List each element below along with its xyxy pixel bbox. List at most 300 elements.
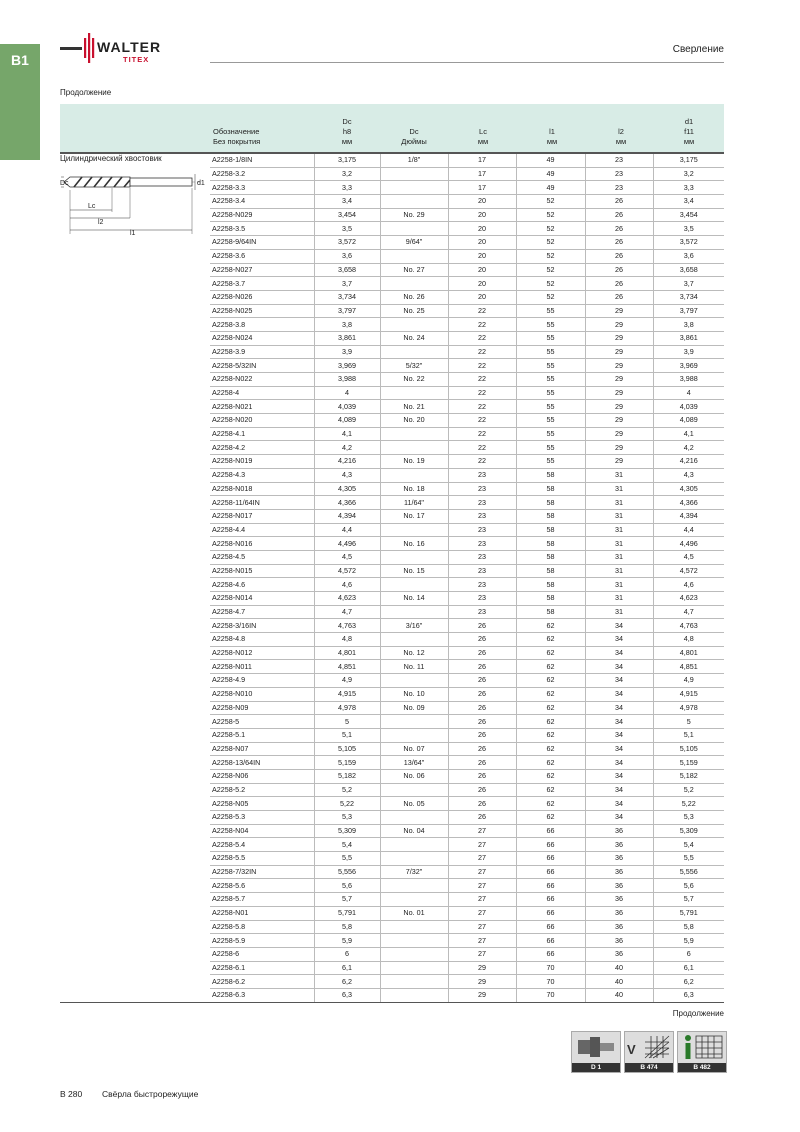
cell-lc: 20: [448, 249, 516, 263]
table-row: [210, 674, 724, 688]
cell-l2: 23: [585, 181, 653, 195]
cell-designation: A2258-N017: [210, 509, 314, 523]
cell-lc: 26: [448, 715, 516, 729]
table-row: [210, 687, 724, 701]
cell-d1: 5,309: [653, 824, 724, 838]
cell-dc-h8: 5,6: [314, 879, 380, 893]
cell-dc-inch: No. 04: [380, 824, 448, 838]
cell-designation: A2258-N024: [210, 331, 314, 345]
diagram-l1-label: l1: [130, 230, 136, 236]
cell-designation: A2258-4.6: [210, 578, 314, 592]
cell-l2: 26: [585, 208, 653, 222]
section-title: Сверление: [672, 44, 724, 55]
cell-l1: 55: [516, 345, 585, 359]
cell-dc-inch: [380, 674, 448, 688]
cell-designation: A2258-N015: [210, 564, 314, 578]
cell-lc: 23: [448, 564, 516, 578]
cell-l2: 36: [585, 906, 653, 920]
cell-l1: 49: [516, 154, 585, 167]
cell-l1: 55: [516, 455, 585, 469]
table-row: [210, 742, 724, 756]
cell-designation: A2258-N020: [210, 414, 314, 428]
table-row: [210, 455, 724, 469]
page-footer-title: Свёрла быстрорежущие: [102, 1089, 199, 1099]
cell-d1: 3,5: [653, 222, 724, 236]
cell-lc: 26: [448, 728, 516, 742]
cell-l1: 62: [516, 660, 585, 674]
cell-designation: A2258-3.4: [210, 195, 314, 209]
cell-dc-inch: [380, 811, 448, 825]
cell-dc-h8: 4,2: [314, 441, 380, 455]
cell-lc: 20: [448, 208, 516, 222]
cell-l1: 49: [516, 181, 585, 195]
cell-l1: 66: [516, 934, 585, 948]
table-row: [210, 879, 724, 893]
cell-l2: 36: [585, 879, 653, 893]
cell-dc-h8: 3,2: [314, 167, 380, 181]
table-row: [210, 769, 724, 783]
cell-dc-inch: No. 29: [380, 208, 448, 222]
cell-lc: 22: [448, 331, 516, 345]
cell-dc-inch: [380, 879, 448, 893]
cell-dc-inch: No. 07: [380, 742, 448, 756]
cell-l2: 34: [585, 660, 653, 674]
cell-d1: 3,3: [653, 181, 724, 195]
cell-dc-inch: [380, 195, 448, 209]
cell-lc: 22: [448, 427, 516, 441]
cell-l2: 26: [585, 290, 653, 304]
cell-l1: 66: [516, 838, 585, 852]
cell-designation: A2258-5.3: [210, 811, 314, 825]
table-row: [210, 852, 724, 866]
cell-l1: 66: [516, 824, 585, 838]
cell-l2: 23: [585, 167, 653, 181]
cell-l2: 31: [585, 592, 653, 606]
cell-l2: 31: [585, 468, 653, 482]
table-row: [210, 263, 724, 277]
cell-lc: 27: [448, 852, 516, 866]
cell-dc-inch: No. 10: [380, 687, 448, 701]
cell-designation: A2258-4.8: [210, 633, 314, 647]
chapter-tab: [0, 44, 40, 160]
cell-l2: 26: [585, 222, 653, 236]
cell-lc: 26: [448, 811, 516, 825]
table-row: [210, 660, 724, 674]
table-row: [210, 468, 724, 482]
cell-l1: 62: [516, 728, 585, 742]
cell-d1: 4,305: [653, 482, 724, 496]
cell-dc-h8: 4,9: [314, 674, 380, 688]
cell-lc: 17: [448, 167, 516, 181]
cell-dc-h8: 4,366: [314, 496, 380, 510]
chuck-icon: [572, 1032, 620, 1063]
cell-lc: 29: [448, 961, 516, 975]
cell-lc: 27: [448, 906, 516, 920]
cell-designation: A2258-5/32IN: [210, 359, 314, 373]
cell-d1: 5,4: [653, 838, 724, 852]
col-header-dc-inch: Dc Дюймы: [401, 127, 427, 146]
cell-dc-inch: No. 17: [380, 509, 448, 523]
cell-dc-h8: 4,305: [314, 482, 380, 496]
cell-dc-inch: [380, 318, 448, 332]
cell-l2: 31: [585, 509, 653, 523]
cell-designation: A2258-4.3: [210, 468, 314, 482]
continuation-bottom: Продолжение: [672, 1009, 724, 1018]
cell-l2: 29: [585, 318, 653, 332]
cell-dc-h8: 3,797: [314, 304, 380, 318]
cell-l1: 66: [516, 920, 585, 934]
cell-d1: 5,6: [653, 879, 724, 893]
cell-dc-h8: 3,8: [314, 318, 380, 332]
cell-dc-h8: 5,3: [314, 811, 380, 825]
cell-l1: 58: [516, 482, 585, 496]
cell-dc-h8: 4,915: [314, 687, 380, 701]
cell-dc-inch: No. 12: [380, 646, 448, 660]
cell-d1: 3,2: [653, 167, 724, 181]
cell-dc-h8: 3,572: [314, 236, 380, 250]
cell-dc-inch: [380, 633, 448, 647]
cell-lc: 20: [448, 236, 516, 250]
cell-dc-inch: [380, 947, 448, 961]
cell-lc: 22: [448, 455, 516, 469]
cell-d1: 3,861: [653, 331, 724, 345]
cell-lc: 26: [448, 619, 516, 633]
diagram-d1-label: d1: [197, 180, 205, 187]
svg-text:V: V: [627, 1042, 636, 1057]
chapter-tab-label: B1: [11, 52, 29, 68]
cell-d1: 4,851: [653, 660, 724, 674]
cell-l2: 23: [585, 154, 653, 167]
cell-dc-h8: 3,658: [314, 263, 380, 277]
cell-dc-h8: 4,1: [314, 427, 380, 441]
cell-l1: 55: [516, 386, 585, 400]
cell-l2: 40: [585, 975, 653, 989]
cell-l2: 34: [585, 769, 653, 783]
cell-dc-inch: [380, 852, 448, 866]
table-row: [210, 441, 724, 455]
cell-lc: 27: [448, 920, 516, 934]
cell-l1: 49: [516, 167, 585, 181]
cell-dc-inch: [380, 222, 448, 236]
cell-designation: A2258-N05: [210, 797, 314, 811]
cell-l1: 58: [516, 496, 585, 510]
cell-d1: 4,3: [653, 468, 724, 482]
cell-designation: A2258-5.1: [210, 728, 314, 742]
cell-lc: 22: [448, 373, 516, 387]
cell-designation: A2258-N021: [210, 400, 314, 414]
cell-designation: A2258-N09: [210, 701, 314, 715]
shank-type-label: Цилиндрический хвостовик: [60, 154, 162, 163]
cell-lc: 23: [448, 482, 516, 496]
cell-l1: 62: [516, 646, 585, 660]
cell-designation: A2258-6: [210, 947, 314, 961]
cell-dc-inch: No. 20: [380, 414, 448, 428]
cell-l1: 58: [516, 468, 585, 482]
cell-designation: A2258-4.4: [210, 523, 314, 537]
cell-dc-h8: 3,9: [314, 345, 380, 359]
cell-l2: 29: [585, 400, 653, 414]
cell-l2: 26: [585, 277, 653, 291]
cell-designation: A2258-13/64IN: [210, 756, 314, 770]
cell-d1: 5,1: [653, 728, 724, 742]
cell-designation: A2258-N012: [210, 646, 314, 660]
cell-l2: 29: [585, 455, 653, 469]
cell-lc: 26: [448, 633, 516, 647]
cell-lc: 22: [448, 414, 516, 428]
cell-l1: 66: [516, 947, 585, 961]
cell-l2: 31: [585, 578, 653, 592]
cell-l2: 29: [585, 359, 653, 373]
cell-d1: 5,791: [653, 906, 724, 920]
cell-designation: A2258-4.7: [210, 605, 314, 619]
ref-label-b474: B 474: [625, 1063, 673, 1072]
cell-designation: A2258-N022: [210, 373, 314, 387]
ref-label-d1: D 1: [572, 1063, 620, 1072]
col-header-l2: l2 мм: [615, 127, 627, 146]
table-row: [210, 386, 724, 400]
cell-dc-h8: 4,039: [314, 400, 380, 414]
cell-d1: 4,039: [653, 400, 724, 414]
cell-lc: 22: [448, 345, 516, 359]
cell-dc-h8: 3,734: [314, 290, 380, 304]
ref-box-chuck[interactable]: [571, 1031, 621, 1073]
cell-lc: 26: [448, 769, 516, 783]
cell-designation: A2258-4: [210, 386, 314, 400]
cell-l1: 62: [516, 797, 585, 811]
cell-dc-inch: [380, 386, 448, 400]
cell-l1: 70: [516, 988, 585, 1002]
cell-d1: 4,2: [653, 441, 724, 455]
cell-lc: 27: [448, 879, 516, 893]
cell-designation: A2258-N029: [210, 208, 314, 222]
cell-dc-inch: 1/8": [380, 154, 448, 167]
cell-lc: 27: [448, 838, 516, 852]
cell-lc: 22: [448, 318, 516, 332]
cell-d1: 5,9: [653, 934, 724, 948]
table-row: [210, 605, 724, 619]
table-row: [210, 564, 724, 578]
cell-dc-inch: [380, 167, 448, 181]
cell-l2: 34: [585, 619, 653, 633]
cell-dc-inch: No. 05: [380, 797, 448, 811]
cell-dc-h8: 4,801: [314, 646, 380, 660]
col-header-designation: Обозначение Без покрытия: [213, 127, 261, 146]
cell-l2: 36: [585, 852, 653, 866]
cell-dc-h8: 4,216: [314, 455, 380, 469]
cell-dc-h8: 4,3: [314, 468, 380, 482]
cell-dc-h8: 4,978: [314, 701, 380, 715]
col-header-dc-h8: Dc h8 мм: [341, 117, 353, 146]
cell-designation: A2258-N018: [210, 482, 314, 496]
cell-lc: 26: [448, 756, 516, 770]
table-row: [210, 509, 724, 523]
diagram-dc-label: Dc: [60, 180, 69, 187]
ref-box-info[interactable]: [677, 1031, 727, 1073]
cell-d1: 5: [653, 715, 724, 729]
cell-d1: 4,9: [653, 674, 724, 688]
cell-designation: A2258-N016: [210, 537, 314, 551]
cell-dc-h8: 5,1: [314, 728, 380, 742]
cell-d1: 3,734: [653, 290, 724, 304]
cell-lc: 26: [448, 660, 516, 674]
cell-l2: 40: [585, 988, 653, 1002]
table-row: [210, 646, 724, 660]
cell-lc: 23: [448, 523, 516, 537]
cell-designation: A2258-N06: [210, 769, 314, 783]
table-row: [210, 797, 724, 811]
cell-lc: 23: [448, 509, 516, 523]
table-row: [210, 893, 724, 907]
cell-dc-inch: [380, 715, 448, 729]
table-row: [210, 550, 724, 564]
cell-d1: 4,089: [653, 414, 724, 428]
cell-designation: A2258-5.4: [210, 838, 314, 852]
cell-l1: 55: [516, 318, 585, 332]
cell-d1: 4,216: [653, 455, 724, 469]
cell-d1: 4,572: [653, 564, 724, 578]
cell-dc-h8: 4,623: [314, 592, 380, 606]
cell-d1: 3,988: [653, 373, 724, 387]
table-row: [210, 345, 724, 359]
cell-dc-inch: 9/64": [380, 236, 448, 250]
table-row: [210, 400, 724, 414]
cell-dc-h8: 5,22: [314, 797, 380, 811]
table-row: [210, 756, 724, 770]
cell-dc-inch: No. 15: [380, 564, 448, 578]
cell-d1: 6,2: [653, 975, 724, 989]
table-row: [210, 906, 724, 920]
cell-dc-inch: No. 25: [380, 304, 448, 318]
cell-l2: 26: [585, 195, 653, 209]
table-row: [210, 920, 724, 934]
cell-dc-h8: 3,5: [314, 222, 380, 236]
cell-designation: A2258-6.1: [210, 961, 314, 975]
table-row: [210, 961, 724, 975]
cell-dc-h8: 5,9: [314, 934, 380, 948]
cell-dc-h8: 5,159: [314, 756, 380, 770]
table-row: [210, 208, 724, 222]
cutting-data-icon: [625, 1032, 673, 1063]
cell-lc: 26: [448, 797, 516, 811]
cell-dc-inch: [380, 249, 448, 263]
cell-l1: 70: [516, 975, 585, 989]
cell-lc: 22: [448, 441, 516, 455]
drill-diagram: [60, 172, 210, 236]
cell-l2: 34: [585, 687, 653, 701]
table-row: [210, 537, 724, 551]
cell-l2: 34: [585, 797, 653, 811]
cell-d1: 6,3: [653, 988, 724, 1002]
cell-designation: A2258-5: [210, 715, 314, 729]
cell-l2: 36: [585, 838, 653, 852]
table-row: [210, 195, 724, 209]
cell-l2: 31: [585, 537, 653, 551]
cell-designation: A2258-3.2: [210, 167, 314, 181]
cell-dc-h8: 4,4: [314, 523, 380, 537]
cell-designation: A2258-11/64IN: [210, 496, 314, 510]
table-row: [210, 427, 724, 441]
cell-designation: A2258-3.8: [210, 318, 314, 332]
cell-l2: 34: [585, 728, 653, 742]
table-row: [210, 701, 724, 715]
cell-l2: 29: [585, 414, 653, 428]
cell-l2: 36: [585, 934, 653, 948]
cell-dc-h8: 4,7: [314, 605, 380, 619]
cell-d1: 4,8: [653, 633, 724, 647]
table-row: [210, 619, 724, 633]
cell-d1: 3,9: [653, 345, 724, 359]
cell-l1: 66: [516, 852, 585, 866]
cell-dc-h8: 4,5: [314, 550, 380, 564]
cell-d1: 6,1: [653, 961, 724, 975]
cell-dc-h8: 5,8: [314, 920, 380, 934]
cell-designation: A2258-9/64IN: [210, 236, 314, 250]
cell-lc: 26: [448, 687, 516, 701]
cell-designation: A2258-N01: [210, 906, 314, 920]
cell-dc-inch: No. 21: [380, 400, 448, 414]
cell-dc-h8: 3,175: [314, 154, 380, 167]
cell-lc: 27: [448, 893, 516, 907]
cell-dc-h8: 5: [314, 715, 380, 729]
cell-d1: 4,496: [653, 537, 724, 551]
cell-l1: 62: [516, 701, 585, 715]
cell-designation: A2258-6.2: [210, 975, 314, 989]
cell-d1: 5,182: [653, 769, 724, 783]
cell-dc-inch: [380, 783, 448, 797]
cell-lc: 26: [448, 742, 516, 756]
info-icon: [678, 1032, 726, 1063]
cell-l1: 66: [516, 865, 585, 879]
cell-lc: 22: [448, 400, 516, 414]
cell-dc-h8: 4,8: [314, 633, 380, 647]
ref-box-cutting-data[interactable]: [624, 1031, 674, 1073]
cell-designation: A2258-N026: [210, 290, 314, 304]
table-row: [210, 523, 724, 537]
cell-dc-h8: 4,394: [314, 509, 380, 523]
table-row: [210, 975, 724, 989]
table-row: [210, 988, 724, 1002]
cell-lc: 22: [448, 386, 516, 400]
cell-lc: 27: [448, 865, 516, 879]
cell-d1: 4,4: [653, 523, 724, 537]
cell-l2: 29: [585, 386, 653, 400]
cell-dc-inch: [380, 961, 448, 975]
cell-lc: 20: [448, 263, 516, 277]
cell-dc-h8: 3,988: [314, 373, 380, 387]
cell-l1: 58: [516, 523, 585, 537]
table-row: [210, 715, 724, 729]
cell-d1: 4,763: [653, 619, 724, 633]
diagram-l2-label: l2: [98, 219, 104, 226]
brand-sub-text: TITEX: [123, 55, 150, 64]
cell-l1: 62: [516, 756, 585, 770]
cell-d1: 5,8: [653, 920, 724, 934]
cell-d1: 4,915: [653, 687, 724, 701]
table-row: [210, 290, 724, 304]
cell-dc-h8: 6,3: [314, 988, 380, 1002]
cell-l1: 58: [516, 578, 585, 592]
cell-dc-inch: [380, 920, 448, 934]
table-row: [210, 318, 724, 332]
table-row: [210, 592, 724, 606]
cell-l2: 26: [585, 249, 653, 263]
cell-l2: 34: [585, 701, 653, 715]
cell-designation: A2258-N010: [210, 687, 314, 701]
cell-dc-h8: 3,861: [314, 331, 380, 345]
cell-d1: 3,572: [653, 236, 724, 250]
cell-l2: 31: [585, 523, 653, 537]
cell-l1: 66: [516, 893, 585, 907]
